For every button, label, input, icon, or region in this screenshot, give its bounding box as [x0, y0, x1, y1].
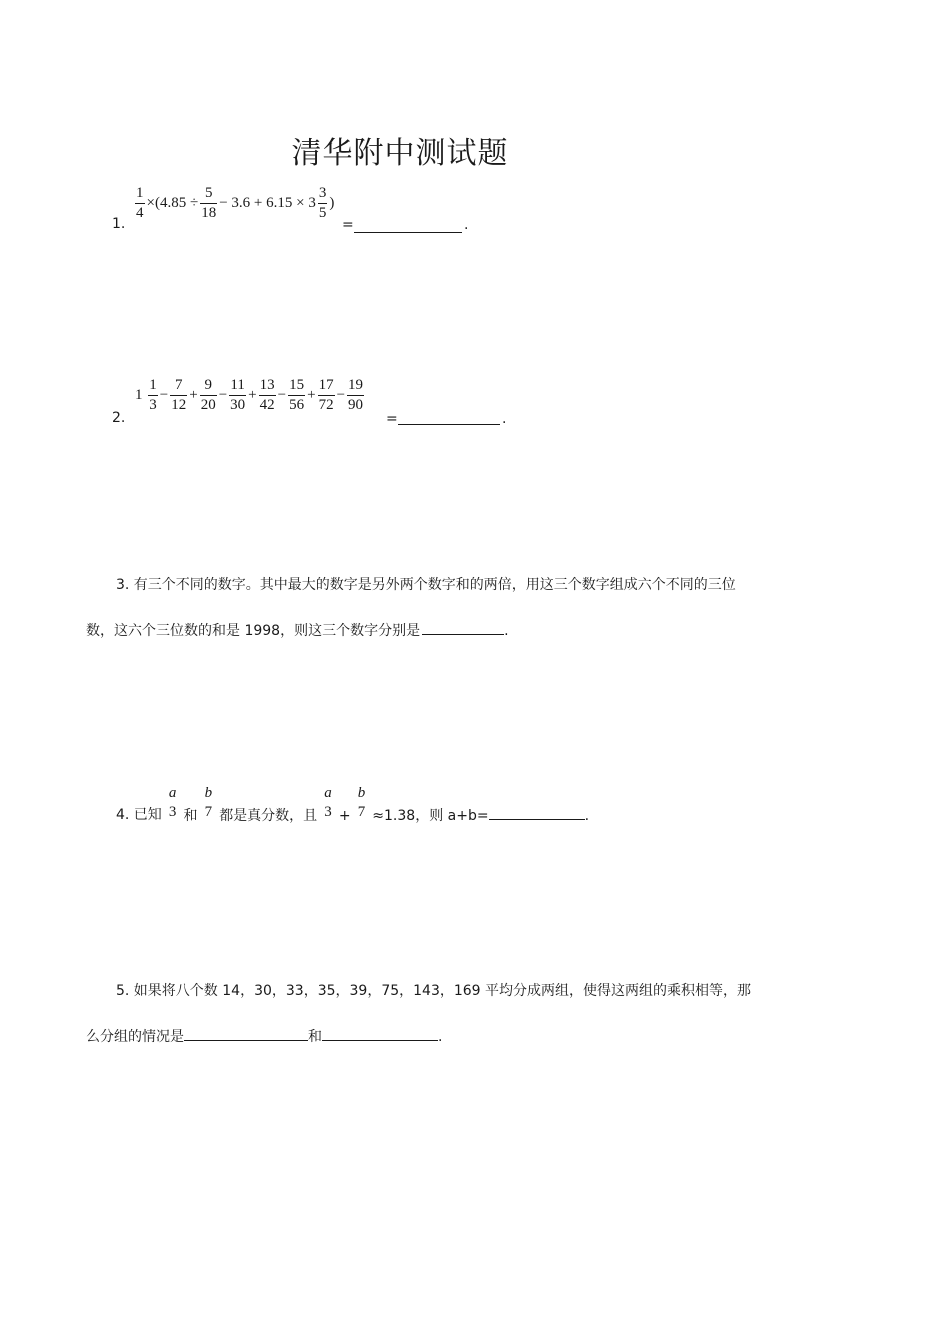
- answer-blank[interactable]: [354, 218, 462, 233]
- question-5-line-1: 5. 如果将八个数 14，30，33，35，39，75，143，169 平均分成两组，使得这两组的乘积相等，那: [116, 983, 752, 999]
- question-2-formula: [134, 378, 365, 413]
- period: .: [464, 217, 469, 233]
- equals-sign: =: [386, 411, 398, 427]
- question-5-line-2: 么分组的情况是 和 .: [86, 1026, 442, 1045]
- fraction: $\frac{13}{42}$: [259, 377, 275, 413]
- fraction-a-over-3: a 3: [324, 785, 332, 820]
- answer-blank[interactable]: [489, 805, 585, 820]
- fraction: $\frac{7}{12}$: [171, 377, 187, 413]
- page-title: 清华附中测试题: [291, 136, 509, 171]
- operator: +: [248, 387, 257, 403]
- operator: −: [336, 387, 346, 403]
- fraction: $\frac{17}{72}$: [318, 377, 334, 413]
- fraction: $\frac{5}{18}$: [201, 185, 217, 221]
- question-3-line-1: 3. 有三个不同的数字。其中最大的数字是另外两个数字和的两倍，用这三个数字组成六个不同的三位: [116, 577, 736, 593]
- answer-blank-2[interactable]: [322, 1026, 438, 1041]
- fraction: $\frac{11}{30}$: [230, 377, 246, 413]
- answer-blank[interactable]: [398, 410, 500, 425]
- fraction: $\frac{1}{4}$: [136, 185, 144, 221]
- question-number: 1.: [112, 216, 126, 232]
- operator: −: [277, 387, 287, 403]
- fraction-b-over-7: b 7: [204, 785, 213, 820]
- period: .: [502, 411, 507, 427]
- question-1-formula: $\frac{1}{4}$ ×(4.85 ÷ $\frac{5}{18}$ − 3.6 + 6.15 × 3 $\frac{3}{5}$ ): [136, 185, 335, 221]
- fraction-a-over-3: a 3: [168, 785, 177, 820]
- fraction: $\frac{19}{90}$: [348, 377, 364, 413]
- fraction: $\frac{3}{5}$: [318, 185, 327, 221]
- question-4: 4. 已知 a 3 和 b 7 都是真分数，且 a 3 + b 7 ≈1.38，则 a+b= .: [116, 785, 590, 824]
- fraction: $\frac{9}{20}$: [200, 377, 216, 413]
- operator: +: [307, 387, 316, 403]
- answer-blank-1[interactable]: [184, 1026, 308, 1041]
- operator: +: [189, 387, 198, 403]
- question-3-line-2: 数，这六个三位数的和是 1998，则这三个数字分别是 .: [86, 620, 509, 639]
- whole-number: 1: [135, 387, 143, 403]
- fraction: $\frac{15}{56}$: [289, 377, 305, 413]
- question-number: 2.: [112, 410, 126, 426]
- answer-blank[interactable]: [422, 620, 504, 635]
- operator: −: [159, 387, 169, 403]
- fraction-b-over-7: b 7: [357, 785, 366, 820]
- equals-sign: =: [342, 217, 354, 233]
- fraction: $\frac{1}{3}$: [149, 377, 157, 413]
- operator: −: [218, 387, 228, 403]
